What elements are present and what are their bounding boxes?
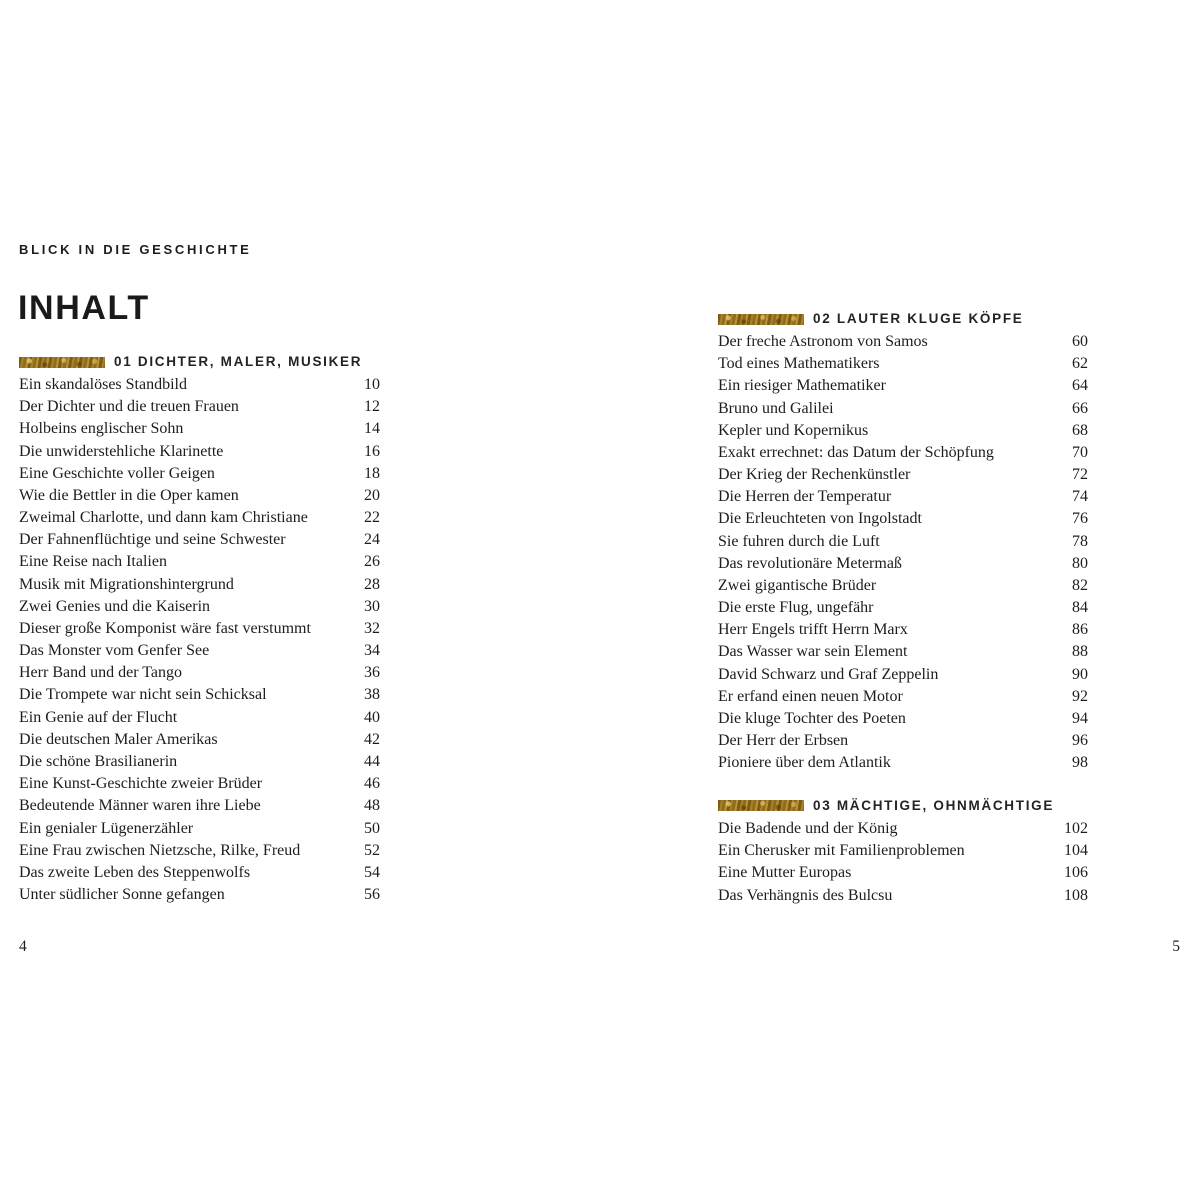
toc-entry-title: Die schöne Brasilianerin <box>19 753 178 770</box>
toc-entry-page: 72 <box>1072 466 1088 484</box>
toc-entry <box>718 730 1088 752</box>
toc-entry-page: 88 <box>1072 643 1088 661</box>
toc-entry-page: 52 <box>364 841 380 859</box>
toc-entry <box>718 686 1088 708</box>
toc-entry-title: Das Monster vom Genfer See <box>19 642 210 660</box>
toc-entry <box>19 817 380 839</box>
toc-entry-page: 62 <box>1072 355 1088 373</box>
toc-entry-page: 44 <box>364 753 380 770</box>
toc-entry <box>19 551 380 573</box>
section-header-01 <box>19 353 380 371</box>
toc-entry <box>718 641 1088 663</box>
toc-entry-page: 14 <box>364 420 380 438</box>
toc-entry-title: Eine Geschichte voller Geigen <box>19 464 215 482</box>
section-header-02 <box>718 310 1088 328</box>
section-spacer <box>718 774 1088 797</box>
toc-entry <box>19 396 380 418</box>
section-label: 03 MÄCHTIGE, OHNMÄCHTIGE <box>813 798 1055 814</box>
toc-entry-title: Bedeutende Männer waren ihre Liebe <box>19 797 261 815</box>
toc-entry-page: 16 <box>364 442 380 460</box>
toc-entry-page: 82 <box>1072 576 1088 594</box>
toc-entries-01 <box>19 374 380 906</box>
toc-entry-page: 96 <box>1072 732 1088 750</box>
toc-entry <box>718 486 1088 508</box>
toc-entry-title: Die erste Flug, ungefähr <box>718 599 874 617</box>
toc-entry <box>19 729 380 751</box>
toc-entry <box>19 884 380 906</box>
toc-entry-title: Unter südlicher Sonne gefangen <box>19 886 225 904</box>
toc-entry <box>718 531 1088 553</box>
toc-entry <box>19 507 380 529</box>
toc-entry <box>718 508 1088 530</box>
toc-entry-page: 86 <box>1072 621 1088 639</box>
toc-entry-page: 48 <box>364 797 380 815</box>
toc-entry-title: Das Verhängnis des Bulcsu <box>718 886 893 904</box>
toc-entry-title: David Schwarz und Graf Zeppelin <box>718 665 939 683</box>
toc-entry <box>718 331 1088 353</box>
folio-page-number-right: 5 <box>1172 938 1180 955</box>
toc-entry-page: 108 <box>1064 886 1088 904</box>
toc-entry <box>718 420 1088 442</box>
toc-entry <box>19 441 380 463</box>
toc-entry-title: Die Badende und der König <box>718 820 898 838</box>
toc-entry-page: 106 <box>1064 864 1088 882</box>
toc-entry-page: 98 <box>1072 754 1088 772</box>
toc-entry <box>19 574 380 596</box>
toc-entry-page: 74 <box>1072 488 1088 506</box>
toc-entry <box>718 353 1088 375</box>
toc-entry <box>718 708 1088 730</box>
toc-entry-page: 54 <box>364 863 380 881</box>
toc-entry <box>718 442 1088 464</box>
toc-entry-title: Herr Band und der Tango <box>19 664 182 682</box>
toc-entry-title: Zweimal Charlotte, und dann kam Christiane <box>19 509 308 527</box>
toc-entry-page: 32 <box>364 619 380 637</box>
toc-entry-page: 26 <box>364 553 380 571</box>
toc-entry-title: Eine Kunst-Geschichte zweier Brüder <box>19 775 263 793</box>
toc-entry-page: 56 <box>364 886 380 904</box>
toc-entry-title: Das Wasser war sein Element <box>718 643 908 661</box>
toc-entry <box>19 374 380 396</box>
toc-entry <box>19 862 380 884</box>
toc-entry <box>718 597 1088 619</box>
toc-entry <box>718 619 1088 641</box>
toc-entry-page: 24 <box>364 531 380 549</box>
toc-entry-page: 42 <box>364 730 380 748</box>
folio-page-number-left: 4 <box>19 938 27 955</box>
toc-column-right <box>718 310 1088 907</box>
toc-entry-title: Die Herren der Temperatur <box>718 488 892 506</box>
toc-entry-title: Ein genialer Lügenerzähler <box>19 819 194 837</box>
toc-entry-page: 38 <box>364 686 380 704</box>
section-header-03 <box>718 797 1088 815</box>
toc-entry-title: Das revolutionäre Metermaß <box>718 554 902 572</box>
toc-entry-title: Eine Mutter Europas <box>718 864 852 882</box>
section-label: 01 DICHTER, MALER, MUSIKER <box>114 354 363 370</box>
toc-entry-title: Herr Engels trifft Herrn Marx <box>718 621 908 639</box>
toc-entry-title: Eine Frau zwischen Nietzsche, Rilke, Freud <box>19 841 301 859</box>
toc-entry-title: Der Herr der Erbsen <box>718 732 849 750</box>
toc-entry-title: Bruno und Galilei <box>718 399 834 417</box>
toc-entry <box>19 618 380 640</box>
toc-entry-title: Dieser große Komponist wäre fast verstummt <box>19 619 311 637</box>
page-title: INHALT <box>18 289 150 327</box>
toc-entry-title: Wie die Bettler in die Oper kamen <box>19 486 239 504</box>
toc-entry <box>718 553 1088 575</box>
toc-entry-page: 20 <box>364 486 380 504</box>
toc-entry-page: 102 <box>1064 820 1088 838</box>
toc-entry-title: Der Fahnenflüchtige und seine Schwester <box>19 531 286 549</box>
toc-entry-title: Eine Reise nach Italien <box>19 553 167 571</box>
toc-entry-page: 66 <box>1072 399 1088 417</box>
toc-entry-page: 36 <box>364 664 380 682</box>
toc-entry-title: Der freche Astronom von Samos <box>718 333 928 351</box>
toc-entry <box>718 575 1088 597</box>
toc-entry <box>19 684 380 706</box>
toc-entry-title: Die Trompete war nicht sein Schicksal <box>19 686 267 704</box>
toc-entry <box>19 485 380 507</box>
toc-entry-title: Er erfand einen neuen Motor <box>718 687 903 705</box>
gold-bar-ornament <box>718 314 804 325</box>
toc-entry <box>19 529 380 551</box>
toc-entry-title: Musik mit Migrationshintergrund <box>19 575 234 593</box>
toc-entry-page: 46 <box>364 775 380 793</box>
toc-entry-title: Ein riesiger Mathematiker <box>718 377 886 395</box>
toc-entry-page: 12 <box>364 398 380 416</box>
toc-entry-title: Zwei gigantische Brüder <box>718 576 877 594</box>
toc-entry <box>718 862 1088 884</box>
toc-entry <box>19 773 380 795</box>
toc-entry-page: 92 <box>1072 687 1088 705</box>
toc-entry <box>718 840 1088 862</box>
toc-entry-page: 22 <box>364 509 380 527</box>
toc-entry-title: Kepler und Kopernikus <box>718 421 869 439</box>
toc-entry-title: Pioniere über dem Atlantik <box>718 754 891 772</box>
toc-entry-page: 30 <box>364 597 380 615</box>
toc-entry-page: 34 <box>364 642 380 660</box>
toc-entry-page: 60 <box>1072 333 1088 351</box>
toc-entry <box>19 795 380 817</box>
toc-entry <box>718 464 1088 486</box>
toc-entry-page: 104 <box>1064 842 1088 860</box>
toc-entry <box>19 418 380 440</box>
toc-entry <box>19 662 380 684</box>
toc-entry-page: 50 <box>364 819 380 837</box>
toc-entry-title: Ein Cherusker mit Familienproblemen <box>718 842 965 860</box>
gold-bar-ornament <box>19 357 105 368</box>
toc-entry <box>718 375 1088 397</box>
toc-entry <box>19 840 380 862</box>
toc-entry-page: 18 <box>364 464 380 482</box>
toc-entry-title: Der Dichter und die treuen Frauen <box>19 398 239 416</box>
toc-entry-title: Ein skandalöses Standbild <box>19 376 187 394</box>
toc-entry <box>19 463 380 485</box>
toc-entry-page: 94 <box>1072 710 1088 727</box>
book-series-kicker: BLICK IN DIE GESCHICHTE <box>19 242 252 257</box>
toc-entry-page: 70 <box>1072 443 1088 461</box>
toc-entry <box>718 884 1088 906</box>
toc-entry-page: 40 <box>364 708 380 726</box>
toc-entry <box>19 707 380 729</box>
toc-entry-title: Die unwiderstehliche Klarinette <box>19 442 224 460</box>
section-label: 02 LAUTER KLUGE KÖPFE <box>813 311 1024 327</box>
toc-entry-page: 90 <box>1072 665 1088 683</box>
toc-entry-page: 28 <box>364 575 380 593</box>
toc-entry-page: 80 <box>1072 554 1088 572</box>
toc-entry <box>718 752 1088 774</box>
toc-entry-title: Die deutschen Maler Amerikas <box>19 730 218 748</box>
toc-entry <box>718 398 1088 420</box>
toc-entry-title: Die Erleuchteten von Ingolstadt <box>718 510 922 528</box>
toc-entry <box>718 818 1088 840</box>
toc-entry-page: 78 <box>1072 532 1088 550</box>
toc-entry <box>19 596 380 618</box>
toc-entry-page: 68 <box>1072 421 1088 439</box>
toc-entry <box>19 751 380 773</box>
gold-bar-ornament <box>718 800 804 811</box>
toc-entry-title: Das zweite Leben des Steppenwolfs <box>19 863 251 881</box>
toc-entries-02 <box>718 331 1088 774</box>
toc-entry-title: Holbeins englischer Sohn <box>19 420 184 438</box>
toc-entries-03 <box>718 818 1088 907</box>
toc-entry-title: Exakt errechnet: das Datum der Schöpfung <box>718 443 994 461</box>
toc-entry-page: 84 <box>1072 599 1088 617</box>
toc-entry-title: Ein Genie auf der Flucht <box>19 708 178 726</box>
toc-entry-page: 10 <box>364 376 380 394</box>
toc-entry-page: 64 <box>1072 377 1088 395</box>
toc-entry-title: Die kluge Tochter des Poeten <box>718 710 906 727</box>
toc-entry-page: 76 <box>1072 510 1088 528</box>
toc-entry-title: Der Krieg der Rechenkünstler <box>718 466 911 484</box>
toc-entry-title: Sie fuhren durch die Luft <box>718 532 880 550</box>
toc-entry-title: Zwei Genies und die Kaiserin <box>19 597 211 615</box>
toc-entry <box>718 664 1088 686</box>
toc-entry <box>19 640 380 662</box>
toc-entry-title: Tod eines Mathematikers <box>718 355 880 373</box>
toc-column-left <box>19 353 380 906</box>
